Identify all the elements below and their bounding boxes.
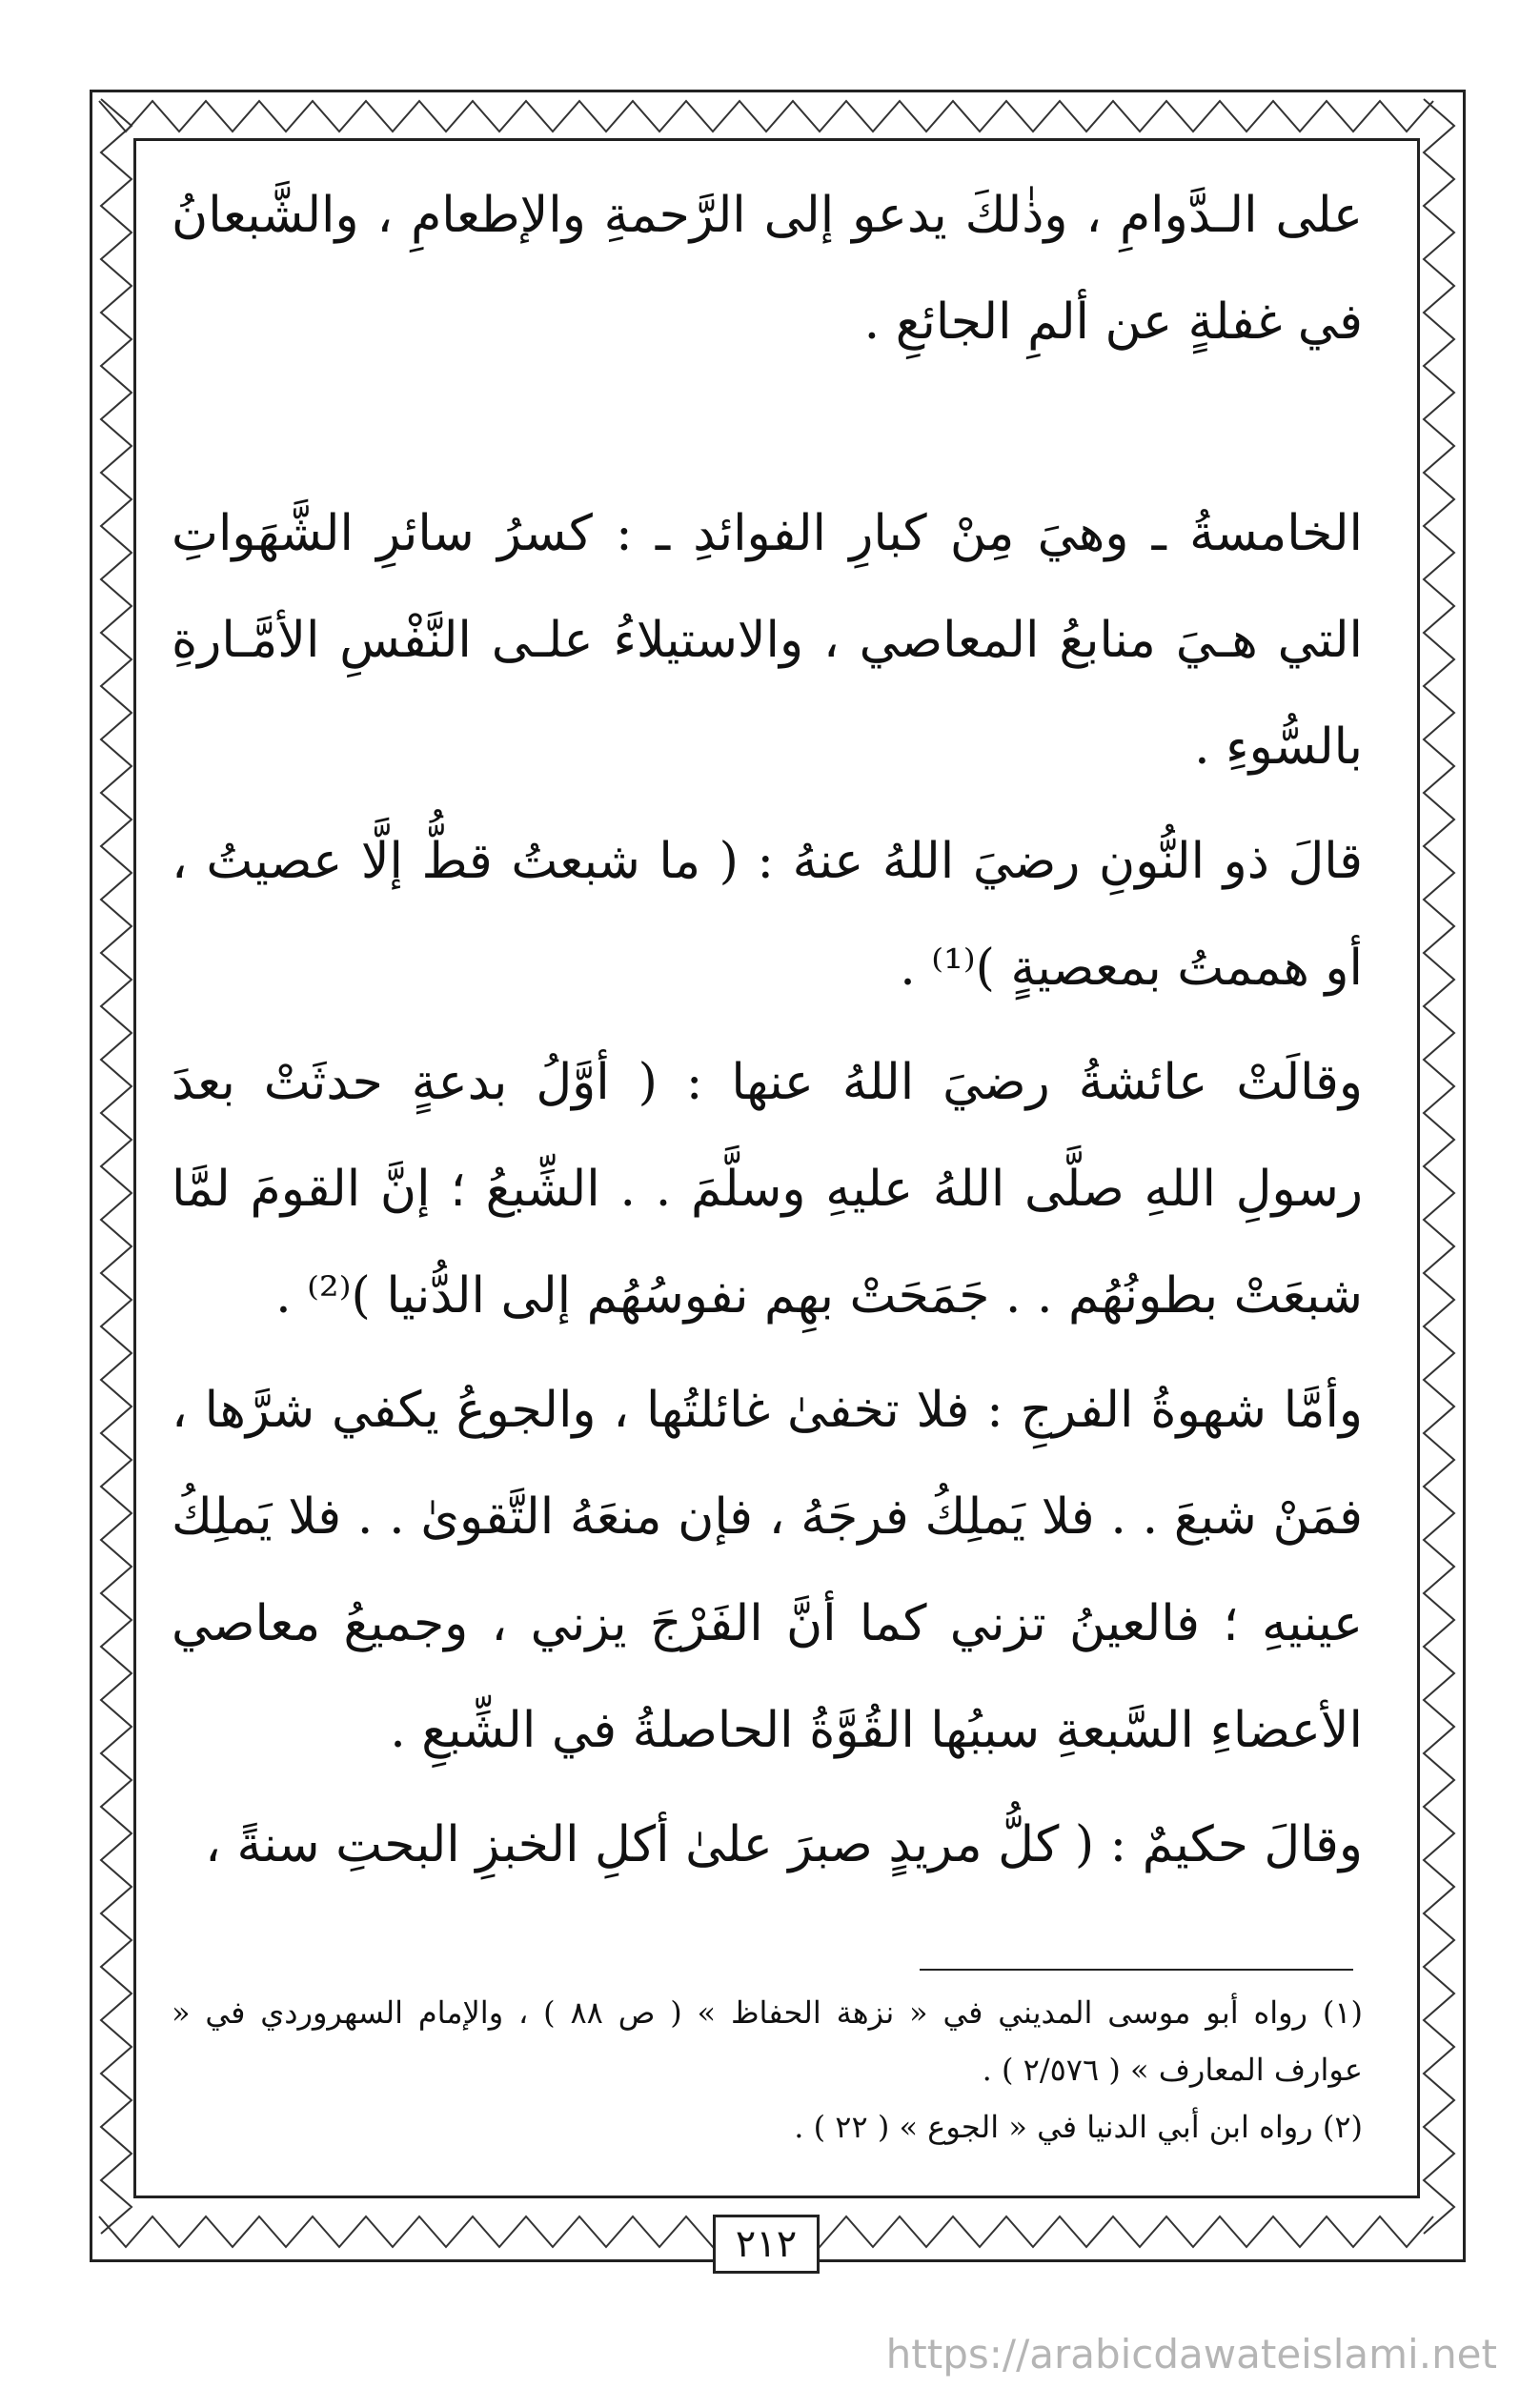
page-number: ٢١٢ xyxy=(713,2215,820,2274)
paragraph-2: الخامسةُ ـ وهيَ مِنْ كبارِ الفوائدِ ـ : كسرُ سائرِ الشَّهَواتِ التي هـيَ منابعُ المعاصي ، والاستيلاءُ علـى النَّفْسِ الأمَّـارةِ بالسُّوءِ . xyxy=(172,505,1363,776)
footnote-separator xyxy=(920,1969,1353,1971)
paragraph-1: على الـدَّوامِ ، وذٰلكَ يدعو إلى الرَّحمةِ والإطعامِ ، والشَّبعانُ في غفلةٍ عن ألمِ الجائعِ . xyxy=(172,187,1363,351)
footnotes xyxy=(172,1984,1363,2155)
footnote-1: (١) رواه أبو موسى المديني في « نزهة الحفاظ » ( ص ٨٨ ) ، والإمام السهروردي في « عوارف المعارف » ( ٢/٥٧٦ ) . xyxy=(172,1994,1364,2088)
main-text xyxy=(172,162,1363,1898)
footnote-2: (٢) رواه ابن أبي الدنيا في « الجوع » ( ٢٢ ) . xyxy=(794,2109,1363,2145)
paragraph-4: وقالَتْ عائشةُ رضيَ اللهُ عنها : ( أوَّلُ بدعةٍ حدثَتْ بعدَ رسولِ اللهِ صلَّى اللهُ عليهِ وسلَّمَ . . الشِّبعُ ؛ إنَّ القومَ لمَّا شبعَتْ بطونُهُم . . جَمَحَتْ بهِم نفوسُهُم إلى الدُّنيا )⁽²⁾ . xyxy=(172,1054,1363,1325)
paragraph-3: قالَ ذو النُّونِ رضيَ اللهُ عنهُ : ( ما شبعتُ قطُّ إلَّا عصيتُ ، أو هممتُ بمعصيةٍ )⁽¹⁾ . xyxy=(172,833,1363,997)
paragraph-6: وقالَ حكيمٌ : ( كلُّ مريدٍ صبرَ علىٰ أكلِ الخبزِ البحتِ سنةً ، xyxy=(205,1816,1363,1873)
watermark-url: https://arabicdawateislami.net xyxy=(885,2331,1497,2378)
paragraph-5: وأمَّا شهوةُ الفرجِ : فلا تخفىٰ غائلتُها ، والجوعُ يكفي شرَّها ، فمَنْ شبعَ . . فلا يَملِكُ فرجَهُ ، فإن منعَهُ التَّقوىٰ . . فلا يَملِكُ عينيهِ ؛ فالعينُ تزني كما أنَّ الفَرْجَ يزني ، وجميعُ معاصي الأعضاءِ السَّبعةِ سببُها القُوَّةُ الحاصلةُ في الشِّبعِ . xyxy=(172,1382,1363,1759)
